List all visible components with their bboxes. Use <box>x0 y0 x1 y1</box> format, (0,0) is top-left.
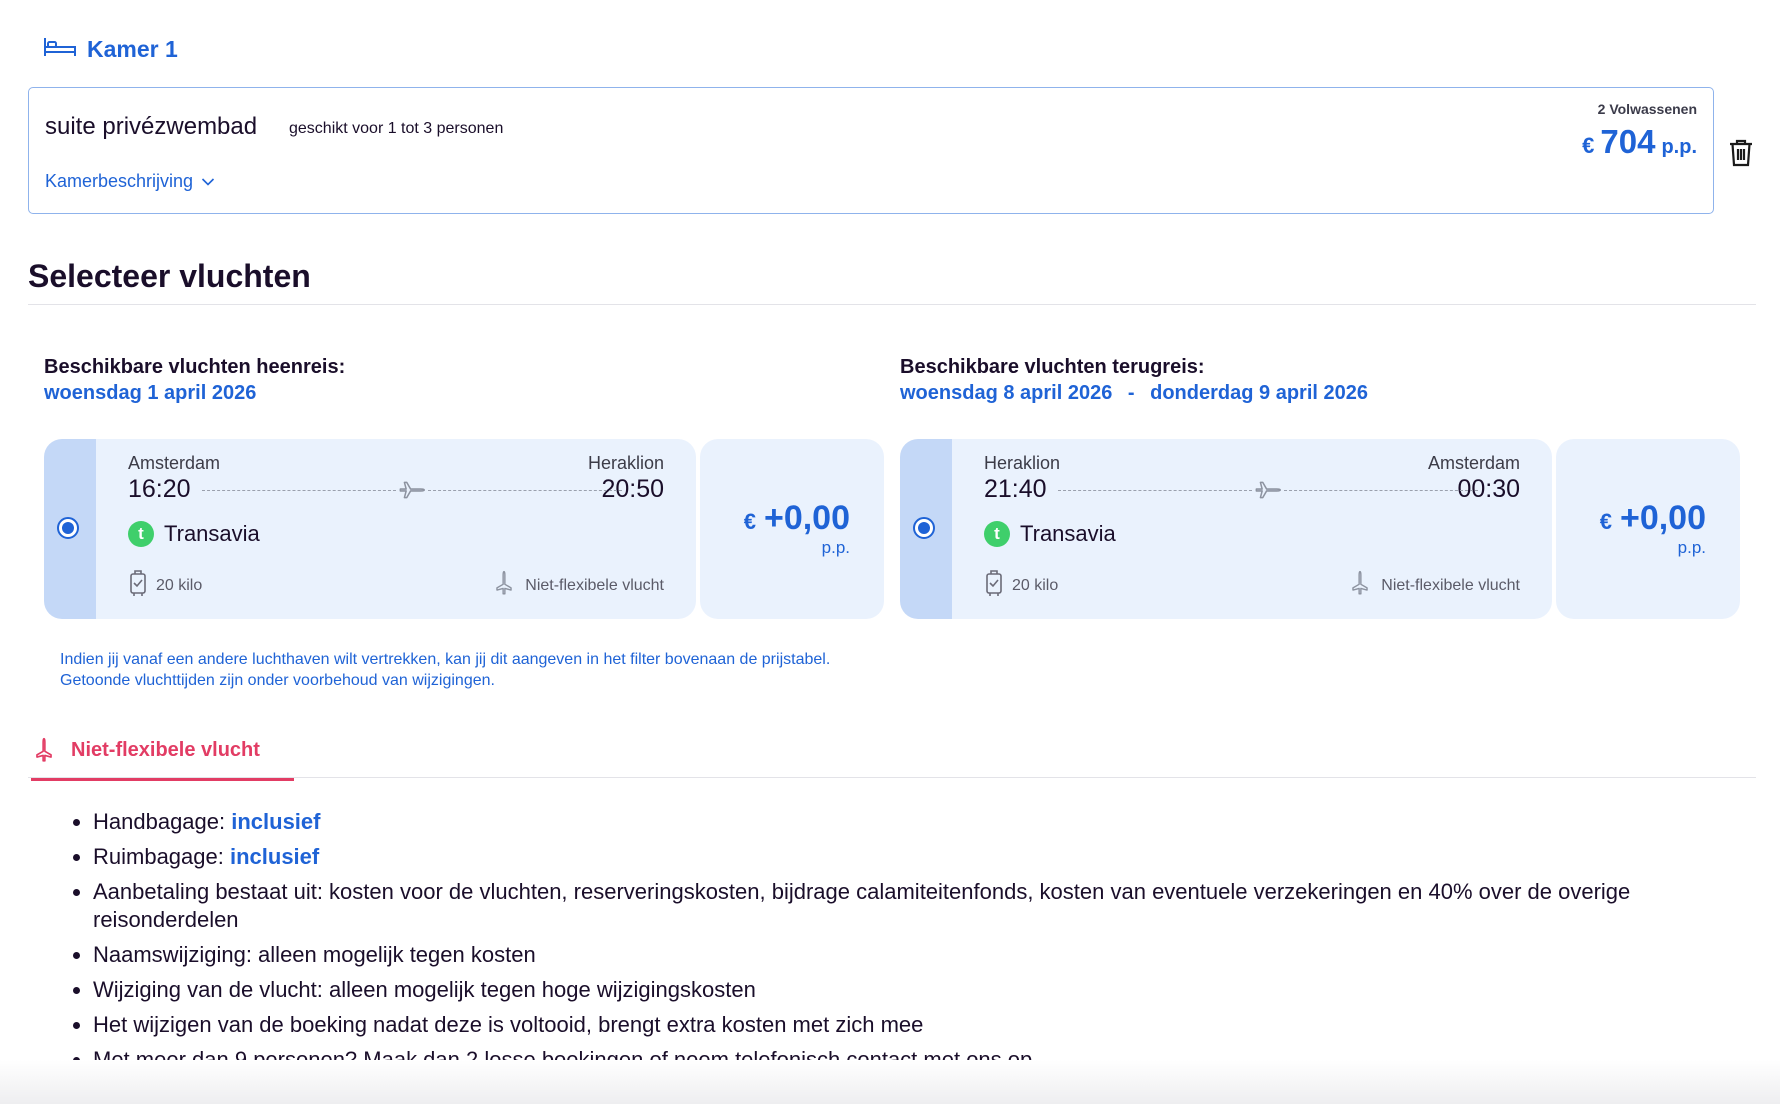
luggage-icon <box>128 569 148 602</box>
price-currency: € <box>743 509 756 534</box>
arrival-time: 20:50 <box>601 475 664 503</box>
flight-note <box>60 649 830 691</box>
room-capacity: geschikt voor 1 tot 3 personen <box>289 120 504 137</box>
airplane-icon <box>1254 476 1282 509</box>
flexibility-info <box>491 570 664 601</box>
return-flight-info <box>952 439 1552 619</box>
return-price <box>1556 439 1740 619</box>
price-currency: € <box>1599 509 1612 534</box>
airline-name: Transavia <box>164 521 260 546</box>
flexibility-info <box>1347 570 1520 601</box>
bed-icon <box>43 36 77 63</box>
list-item <box>93 1011 1733 1039</box>
price-unit: p.p. <box>821 538 850 557</box>
baggage-weight: 20 kilo <box>1012 576 1059 594</box>
return-dates <box>900 380 1368 406</box>
condition-highlight: inclusief <box>229 844 320 869</box>
divider <box>28 777 1756 778</box>
note-line: Indien jij vanaf een andere luchthaven wilt vertrekken, kan jij dit aangeven in het filter bovenaan de prijstabel. <box>60 651 831 668</box>
transavia-logo-icon: t <box>984 521 1010 547</box>
departure-time: 16:20 <box>128 475 191 503</box>
room-title: Kamer 1 <box>87 36 178 62</box>
room-price <box>1582 123 1697 161</box>
note-line: Getoonde vluchttijden zijn onder voorbehoud van wijzigingen. <box>60 672 495 689</box>
price-amount: 704 <box>1600 123 1656 160</box>
bottom-fade <box>0 1060 1780 1104</box>
list-item <box>93 843 1733 871</box>
list-item <box>93 878 1733 934</box>
outbound-flight-info <box>96 439 696 619</box>
condition-text: Aanbetaling bestaat uit: kosten voor de vluchten, reserveringskosten, bijdrage calamiteitenfonds, kosten van eventuele verzekeringen en 40% over de overige reisonderdelen <box>93 879 1631 932</box>
divider <box>28 304 1756 305</box>
departure-city: Amsterdam <box>128 453 221 473</box>
airplane-icon <box>398 476 426 509</box>
route-line <box>1284 490 1478 491</box>
condition-text: Wijziging van de vlucht: alleen mogelijk tegen hoge wijzigingskosten <box>93 977 756 1002</box>
section-title: Selecteer vluchten <box>28 258 311 294</box>
arrival-time: 00:30 <box>1457 475 1520 503</box>
outbound-heading-label: Beschikbare vluchten heenreis: <box>44 356 346 378</box>
outbound-radio[interactable] <box>57 517 79 539</box>
flexibility-label: Niet-flexibele vlucht <box>525 576 664 594</box>
tab-label: Niet-flexibele vlucht <box>71 739 260 761</box>
price-amount <box>744 499 850 538</box>
room-description-toggle[interactable] <box>45 171 215 192</box>
return-heading-label: Beschikbare vluchten terugreis: <box>900 356 1205 378</box>
airplane-icon <box>31 737 57 768</box>
luggage-icon <box>984 569 1004 602</box>
outbound-flight-option[interactable] <box>44 439 884 619</box>
condition-text: Het wijzigen van de boeking nadat deze is voltooid, brengt extra kosten met zich mee <box>93 1012 924 1037</box>
price-unit: p.p. <box>1661 136 1697 158</box>
baggage-info <box>984 569 1058 602</box>
airline-name: Transavia <box>1020 521 1116 546</box>
outbound-date: woensdag 1 april 2026 <box>44 382 257 404</box>
baggage-weight: 20 kilo <box>156 576 203 594</box>
list-item <box>93 808 1733 836</box>
chevron-down-icon <box>201 171 215 192</box>
flexibility-label: Niet-flexibele vlucht <box>1381 576 1520 594</box>
room-name: suite privézwembad <box>45 113 258 140</box>
baggage-info <box>128 569 202 602</box>
route-line <box>202 490 396 491</box>
airplane-icon <box>491 570 517 601</box>
condition-text: Ruimbagage: <box>93 844 230 869</box>
arrival-city: Heraklion <box>587 453 664 473</box>
price-unit: p.p. <box>1677 538 1706 557</box>
return-date-separator: - <box>1127 382 1135 404</box>
trash-icon[interactable] <box>1728 138 1754 172</box>
arrival-city: Amsterdam <box>1427 453 1520 473</box>
list-item <box>93 976 1733 1004</box>
transavia-logo-icon: t <box>128 521 154 547</box>
return-radio-column[interactable] <box>900 439 952 619</box>
route-line <box>1058 490 1252 491</box>
airline <box>128 521 260 547</box>
route-line <box>428 490 622 491</box>
adults-count: 2 Volwassenen <box>1597 101 1697 117</box>
outbound-heading <box>44 354 345 406</box>
room-heading <box>43 36 178 63</box>
return-date-start: woensdag 8 april 2026 <box>900 382 1113 404</box>
price-amount <box>1600 499 1706 538</box>
return-date-end: donderdag 9 april 2026 <box>1150 382 1368 404</box>
departure-city: Heraklion <box>984 453 1061 473</box>
airplane-icon <box>1347 570 1373 601</box>
list-item <box>93 941 1733 969</box>
outbound-radio-column[interactable] <box>44 439 96 619</box>
condition-text: Handbagage: <box>93 809 232 834</box>
tab-niet-flexibele-vlucht[interactable] <box>31 737 294 781</box>
room-description-label: Kamerbeschrijving <box>45 171 194 191</box>
condition-highlight: inclusief <box>231 809 321 834</box>
return-radio[interactable] <box>913 517 935 539</box>
return-heading <box>900 354 1368 406</box>
departure-time: 21:40 <box>984 475 1047 503</box>
return-flight-option[interactable] <box>900 439 1740 619</box>
price-currency: € <box>1582 133 1595 158</box>
price-value: +0,00 <box>1619 499 1706 537</box>
condition-text: Naamswijziging: alleen mogelijk tegen kosten <box>93 942 536 967</box>
conditions-list <box>63 808 1733 1081</box>
price-value: +0,00 <box>763 499 850 537</box>
room-card <box>28 87 1714 214</box>
airline <box>984 521 1116 547</box>
outbound-price <box>700 439 884 619</box>
